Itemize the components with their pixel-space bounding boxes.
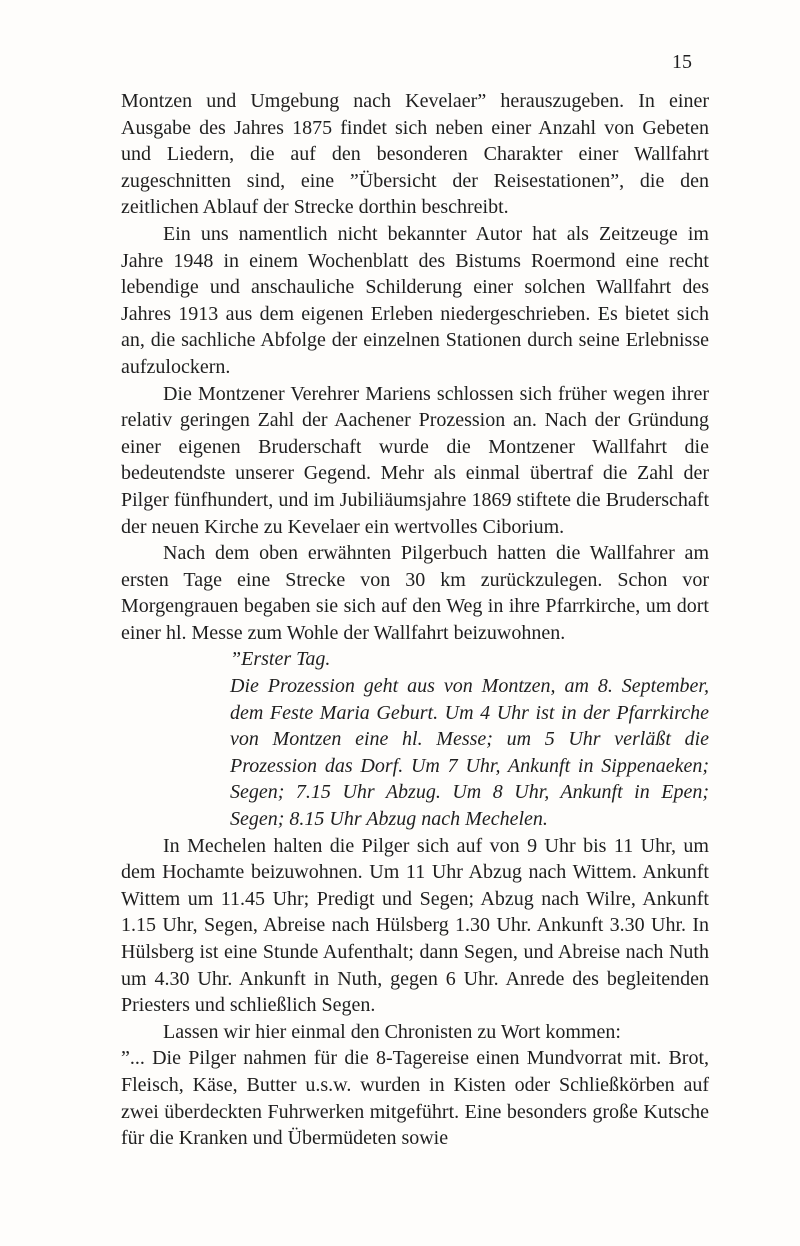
paragraph-1: Montzen und Umgebung nach Kevelaer” herauszugeben. In einer Ausgabe des Jahres 1875 findet sich neben einer Anzahl von Gebeten und Liedern, die auf den besonderen Charakter einer Wallfahrt zugeschnitten sind, eine ”Übersicht der Reisestationen”, die den zeitlichen Ablauf der Strecke dorthin beschreibt. — [121, 90, 709, 219]
paragraph-4: Nach dem oben erwähnten Pilgerbuch hatten die Wallfahrer am ersten Tage eine Strecke von 30 km zurückzulegen. Schon vor Morgengrauen begaben sie sich auf den Weg in ihre Pfarrkirche, um dort einer hl. Messe zum Wohle der Wallfahrt beizuwohnen. — [121, 542, 709, 644]
page-number: 15 — [672, 51, 692, 73]
paragraph-7: ”... Die Pilger nahmen für die 8-Tagereise einen Mundvorrat mit. Brot, Fleisch, Käse, Butter u.s.w. wurden in Kisten oder Schließkörben auf zwei überdeckten Fuhrwerken mitgeführt. Eine besonders große Kutsche für die Kranken und Übermüdeten sowie — [121, 1047, 709, 1150]
paragraph-6: Lassen wir hier einmal den Chronisten zu Wort kommen: — [163, 1020, 621, 1043]
body-text — [121, 88, 709, 1152]
paragraph-3: Die Montzener Verehrer Mariens schlossen sich früher wegen ihrer relativ geringen Zahl der Aachener Prozession an. Nach der Gründung einer eigenen Bruderschaft wurde die Montzener Wallfahrt die bedeutendste unserer Gegend. Mehr als einmal übertraf die Zahl der Pilger fünfhundert, und im Jubiliäumsjahre 1869 stiftete die Bruderschaft der neuen Kirche zu Kevelaer ein wertvolles Ciborium. — [121, 382, 709, 538]
paragraph-5: In Mechelen halten die Pilger sich auf von 9 Uhr bis 11 Uhr, um dem Hochamte beizuwohnen. Um 11 Uhr Abzug nach Wittem. Ankunft Wittem um 11.45 Uhr; Predigt und Segen; Abzug nach Wilre, Ankunft 1.15 Uhr, Segen, Abreise nach Hülsberg 1.30 Uhr. Ankunft 3.30 Uhr. In Hülsberg ist eine Stunde Aufenthalt; dann Segen, und Abreise nach Nuth um 4.30 Uhr. Ankunft in Nuth, gegen 6 Uhr. Anrede des begleitenden Priesters und schließlich Segen. — [121, 834, 709, 1017]
paragraph-2: Ein uns namentlich nicht bekannter Autor hat als Zeitzeuge im Jahre 1948 in einem Wochenblatt des Bistums Roermond eine recht lebendige und anschauliche Schilderung einer solchen Wallfahrt des Jahres 1913 aus dem eigenen Erleben niedergeschrieben. Es bietet sich an, die sachliche Abfolge der einzelnen Stationen durch seine Erlebnisse aufzulockern. — [121, 222, 709, 378]
quote-body: Die Prozession geht aus von Montzen, am 8. September, dem Feste Maria Geburt. Um 4 Uhr ist in der Pfarrkirche von Montzen eine hl. Messe; um 5 Uhr verläßt die Prozession das Dorf. Um 7 Uhr, Ankunft in Sippenaeken; Segen; 7.15 Uhr Abzug. Um 8 Uhr, Ankunft in Epen; Segen; 8.15 Uhr Abzug nach Mechelen. — [230, 675, 709, 831]
quote-heading: ”Erster Tag. — [230, 648, 331, 671]
itinerary-quote — [230, 646, 709, 832]
